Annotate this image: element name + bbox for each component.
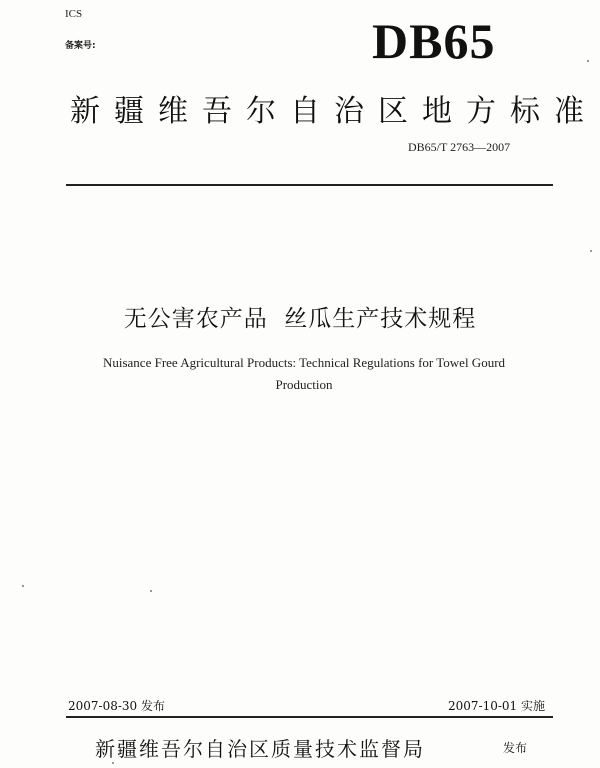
standard-logo: DB65 [372, 13, 496, 69]
scan-speck [112, 762, 114, 764]
document-title-chinese: 无公害农产品 丝瓜生产技术规程 [123, 306, 477, 332]
document-title-english [70, 352, 538, 396]
scan-speck [590, 250, 592, 252]
issuing-authority: 新疆维吾尔自治区质量技术监督局 [95, 737, 425, 761]
top-divider [66, 184, 553, 186]
scan-speck [150, 590, 152, 592]
issuer-suffix: 发布 [503, 741, 528, 755]
record-number-label: 备案号: [65, 41, 96, 51]
english-title-line-1: Nuisance Free Agricultural Products: Technical Regulations for Towel Gourd [102, 355, 506, 370]
implementation-date: 2007-10-01 实施 [448, 699, 546, 713]
english-title-line-2: Production [275, 377, 333, 392]
bottom-divider [66, 716, 553, 718]
standard-category-title: 新疆维吾尔自治区地方标准 [70, 94, 598, 129]
scan-speck [587, 60, 589, 62]
issue-date: 2007-08-30 发布 [68, 699, 166, 713]
ics-label: ICS [65, 8, 83, 20]
scan-speck [22, 585, 24, 587]
standard-number: DB65/T 2763—2007 [408, 140, 511, 154]
